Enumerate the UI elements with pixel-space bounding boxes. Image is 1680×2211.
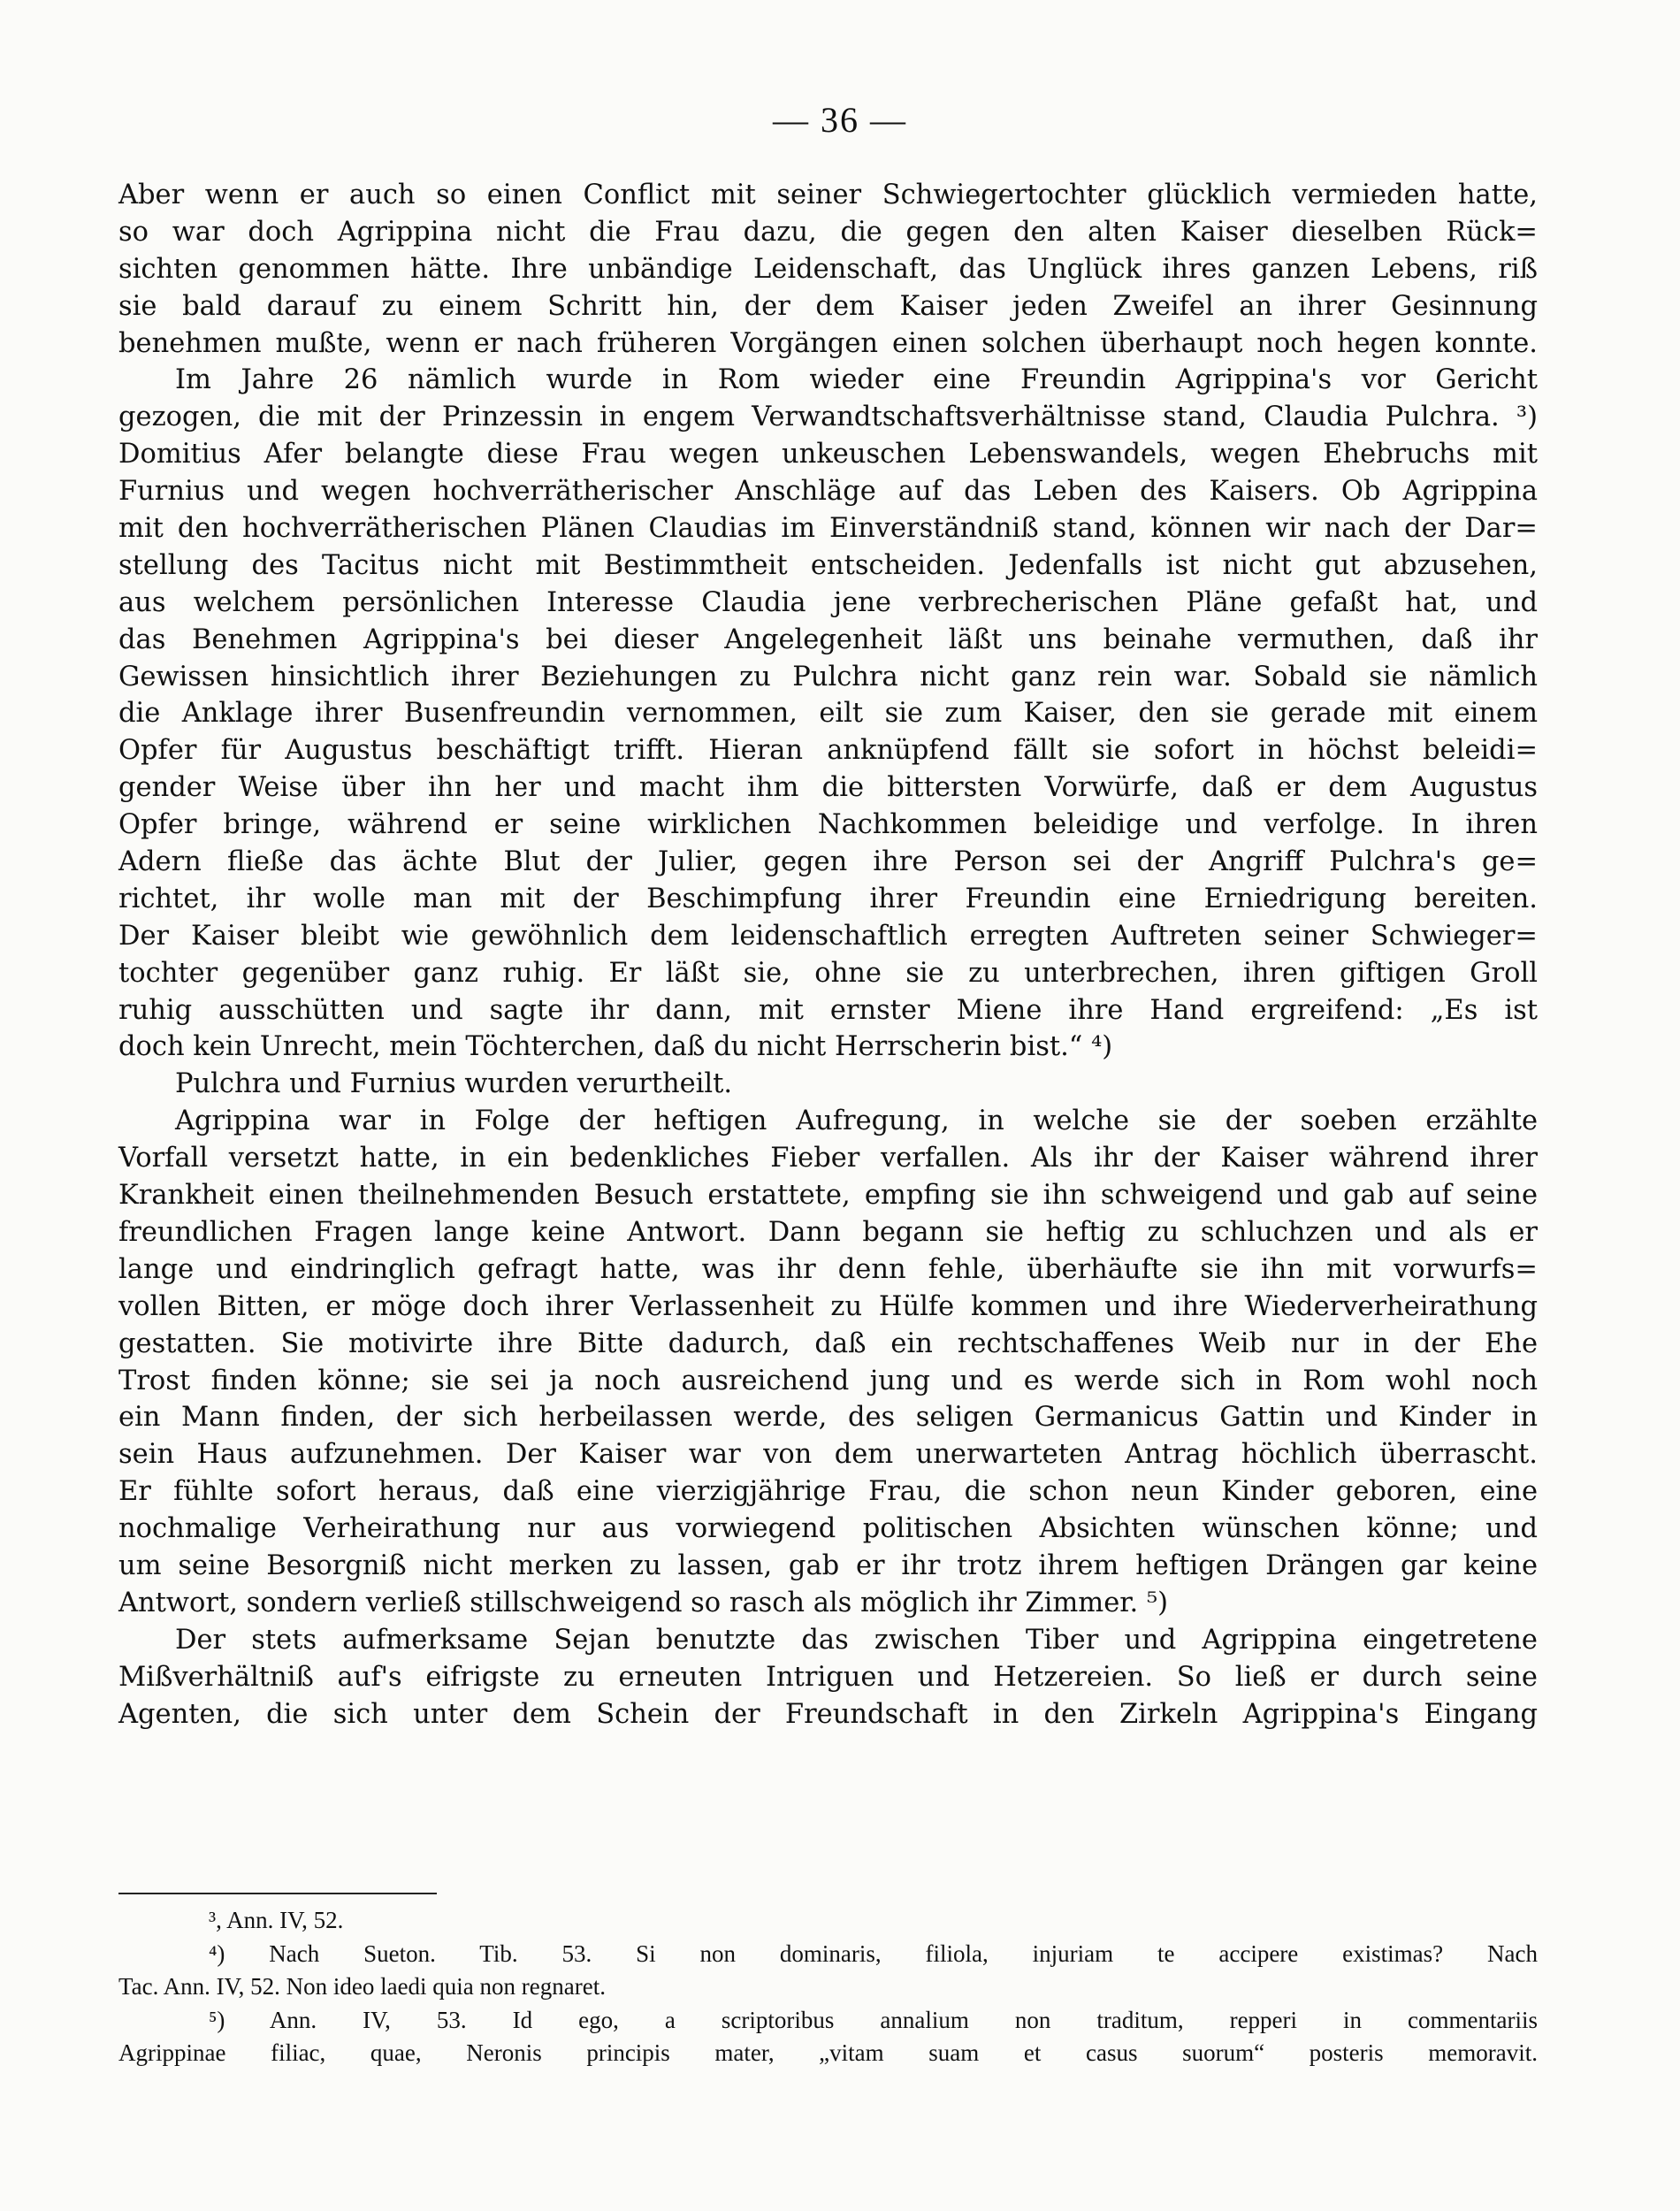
body-line: aus welchem persönlichen Interesse Claudia jene verbrecherischen Pläne gefaßt hat, und: [118, 586, 1538, 618]
body-line: Opfer für Augustus beschäftigt trifft. Hieran anknüpfend fällt sie sofort in höchst beleidi=: [118, 735, 1538, 767]
page-number: — 36 —: [773, 100, 907, 140]
body-line: Agrippina war in Folge der heftigen Aufregung, in welche sie der soeben erzählte: [175, 1106, 1538, 1137]
body-line: Adern fließe das ächte Blut der Julier, gegen ihre Person sei der Angriff Pulchra's ge=: [118, 846, 1538, 878]
body-line: Er fühlte sofort heraus, daß eine vierzigjährige Frau, die schon neun Kinder geboren, eine: [118, 1476, 1538, 1508]
footnote-line: Tac. Ann. IV, 52. Non ideo laedi quia non regnaret.: [118, 1973, 606, 2000]
body-line: ein Mann finden, der sich herbeilassen werde, des seligen Germanicus Gattin und Kinder in: [118, 1402, 1538, 1434]
body-line: Antwort, sondern verließ stillschweigend so rasch als möglich ihr Zimmer. ⁵): [118, 1587, 1168, 1618]
body-text: [118, 177, 1538, 1733]
body-line: freundlichen Fragen lange keine Antwort. Dann begann sie heftig zu schluchzen und als er: [118, 1216, 1538, 1248]
footnote-line: ⁵) Ann. IV, 53. Id ego, a scriptoribus annalium non traditum, repperi in commentariis: [209, 2006, 1538, 2033]
body-line: Aber wenn er auch so einen Conflict mit seiner Schwiegertochter glücklich vermieden hatte,: [118, 180, 1538, 210]
body-line: so war doch Agrippina nicht die Frau dazu, die gegen den alten Kaiser dieselben Rück=: [118, 216, 1538, 248]
body-line: sie bald darauf zu einem Schritt hin, der dem Kaiser jeden Zweifel an ihrer Gesinnung: [118, 290, 1538, 322]
footnote-line: ³, Ann. IV, 52.: [209, 1907, 344, 1933]
body-line: Mißverhältniß auf's eifrigste zu erneuten Intriguen und Hetzereien. So ließ er durch seine: [118, 1661, 1538, 1693]
body-line: gender Weise über ihn her und macht ihm die bittersten Vorwürfe, daß er dem Augustus: [118, 772, 1538, 804]
body-line: lange und eindringlich gefragt hatte, was ihr denn fehle, überhäufte sie ihn mit vorwurfs=: [118, 1253, 1538, 1285]
body-line: richtet, ihr wolle man mit der Beschimpfung ihrer Freundin eine Erniedrigung bereiten.: [118, 883, 1538, 914]
body-line: Vorfall versetzt hatte, in ein bedenkliches Fieber verfallen. Als ihr der Kaiser während ihrer: [118, 1143, 1538, 1174]
body-line: Agenten, die sich unter dem Schein der Freundschaft in den Zirkeln Agrippina's Eingang: [118, 1698, 1538, 1730]
body-line: Opfer bringe, während er seine wirklichen Nachkommen beleidige und verfolge. In ihren: [118, 809, 1538, 841]
body-line: Trost finden könne; sie sei ja noch ausreichend jung und es werde sich in Rom wohl noch: [118, 1365, 1538, 1396]
footnotes: [118, 1904, 1538, 2070]
body-line: Im Jahre 26 nämlich wurde in Rom wieder eine Freundin Agrippina's vor Gericht: [175, 364, 1538, 396]
footnote-line: ⁴) Nach Sueton. Tib. 53. Si non dominaris, filiola, injuriam te accipere existimas? Nach: [209, 1939, 1538, 1967]
body-line: Der stets aufmerksame Sejan benutzte das zwischen Tiber und Agrippina eingetretene: [175, 1624, 1538, 1656]
body-line: stellung des Tacitus nicht mit Bestimmtheit entscheiden. Jedenfalls ist nicht gut abzusehen,: [118, 549, 1538, 581]
footnote-line: Agrippinae filiac, quae, Neronis principis mater, „vitam suam et casus suorum“ posteris memoravit.: [118, 2039, 1538, 2066]
body-line: vollen Bitten, er möge doch ihrer Verlassenheit zu Hülfe kommen und ihre Wiederverheirathung: [118, 1290, 1538, 1322]
body-line: sichten genommen hätte. Ihre unbändige Leidenschaft, das Unglück ihres ganzen Lebens, riß: [118, 253, 1538, 285]
body-line: Krankheit einen theilnehmenden Besuch erstattete, empfing sie ihn schweigend und gab auf seine: [118, 1180, 1538, 1212]
body-line: das Benehmen Agrippina's bei dieser Angelegenheit läßt uns beinahe vermuthen, daß ihr: [118, 624, 1538, 655]
body-line: die Anklage ihrer Busenfreundin vernommen, eilt sie zum Kaiser, den sie gerade mit einem: [118, 698, 1538, 730]
body-line: Der Kaiser bleibt wie gewöhnlich dem leidenschaftlich erregten Auftreten seiner Schwieger=: [118, 920, 1538, 952]
body-line: Furnius und wegen hochverrätherischer Anschläge auf das Leben des Kaisers. Ob Agrippina: [118, 476, 1538, 508]
body-line: Pulchra und Furnius wurden verurtheilt.: [175, 1068, 733, 1100]
body-line: benehmen mußte, wenn er nach früheren Vorgängen einen solchen überhaupt noch hegen konnte.: [118, 327, 1538, 359]
body-line: tochter gegenüber ganz ruhig. Er läßt sie, ohne sie zu unterbrechen, ihren giftigen Groll: [118, 957, 1538, 989]
body-line: ruhig ausschütten und sagte ihr dann, mit ernster Miene ihre Hand ergreifend: „Es ist: [118, 994, 1538, 1026]
body-line: um seine Besorgniß nicht merken zu lassen, gab er ihr trotz ihrem heftigen Drängen gar keine: [118, 1549, 1538, 1581]
footnote-divider: [118, 1893, 437, 1894]
body-line: gestatten. Sie motivirte ihre Bitte dadurch, daß ein rechtschaffenes Weib nur in der Ehe: [118, 1327, 1538, 1359]
body-line: mit den hochverrätherischen Plänen Claudias im Einverständniß stand, können wir nach der Dar=: [118, 513, 1538, 545]
body-line: Gewissen hinsichtlich ihrer Beziehungen zu Pulchra nicht ganz rein war. Sobald sie nämlich: [118, 661, 1538, 692]
body-line: nochmalige Verheirathung nur aus vorwiegend politischen Absichten wünschen könne; und: [118, 1513, 1538, 1545]
body-line: gezogen, die mit der Prinzessin in engem Verwandtschaftsverhältnisse stand, Claudia Pulchra. ³): [118, 402, 1538, 433]
body-line: doch kein Unrecht, mein Töchterchen, daß du nicht Herrscherin bist.“ ⁴): [118, 1031, 1113, 1063]
body-line: sein Haus aufzunehmen. Der Kaiser war von dem unerwarteten Antrag höchlich überrascht.: [118, 1439, 1538, 1471]
body-line: Domitius Afer belangte diese Frau wegen unkeuschen Lebenswandels, wegen Ehebruchs mit: [118, 439, 1538, 471]
